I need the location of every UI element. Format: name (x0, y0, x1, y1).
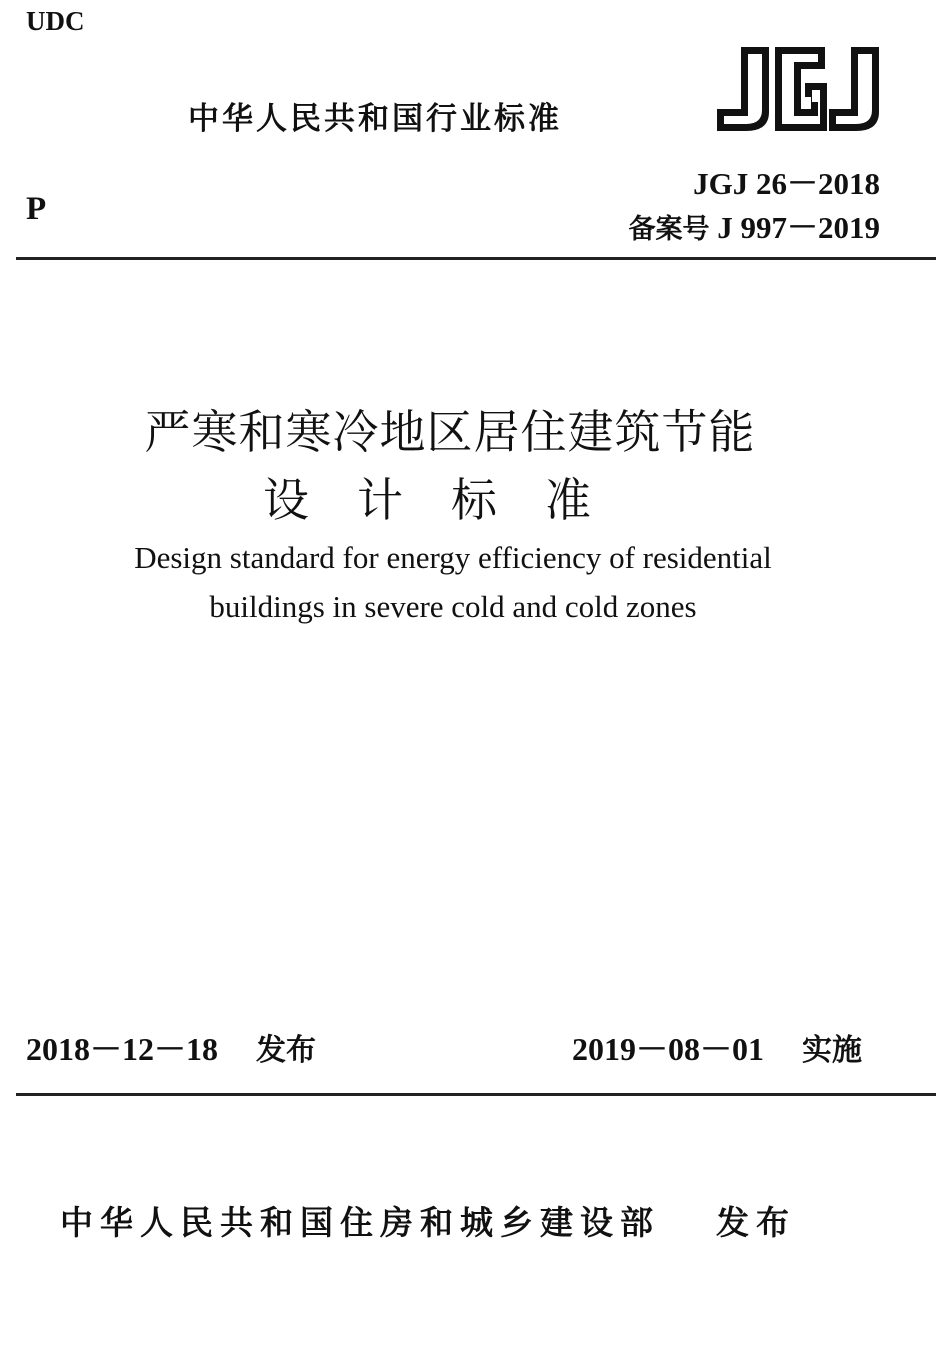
udc-label: UDC (26, 6, 85, 36)
title-chinese-line-2: 设计标准 (263, 473, 639, 527)
publisher-name: 中华人民共和国住房和城乡建设部 (60, 1203, 660, 1242)
publish-label: 发布 (716, 1203, 796, 1242)
title-chinese-line-1: 严寒和寒冷地区居住建筑节能 (144, 405, 756, 459)
implementation-date: 2019－08－01 (572, 1031, 765, 1067)
issue-date: 2018－12－18 (26, 1031, 219, 1067)
industry-standard-heading: 中华人民共和国行业标准 (188, 101, 562, 137)
standard-number: JGJ 26－2018 (693, 166, 880, 201)
bottom-divider (16, 1093, 936, 1096)
record-number-value: J 997－2019 (717, 210, 880, 245)
category-code: P (26, 191, 47, 227)
implementation-date-block (572, 1024, 862, 1070)
record-number (629, 202, 881, 247)
top-divider (16, 257, 936, 260)
publisher-line (60, 1197, 796, 1244)
record-label: 备案号 (628, 214, 710, 245)
title-english-line-2: buildings in severe cold and cold zones (209, 589, 697, 624)
jgj-logo (712, 44, 884, 132)
issue-label: 发布 (256, 1033, 317, 1068)
implementation-label: 实施 (802, 1033, 863, 1068)
issue-date-block (26, 1024, 316, 1070)
title-english-line-1: Design standard for energy efficiency of residential (134, 540, 772, 575)
